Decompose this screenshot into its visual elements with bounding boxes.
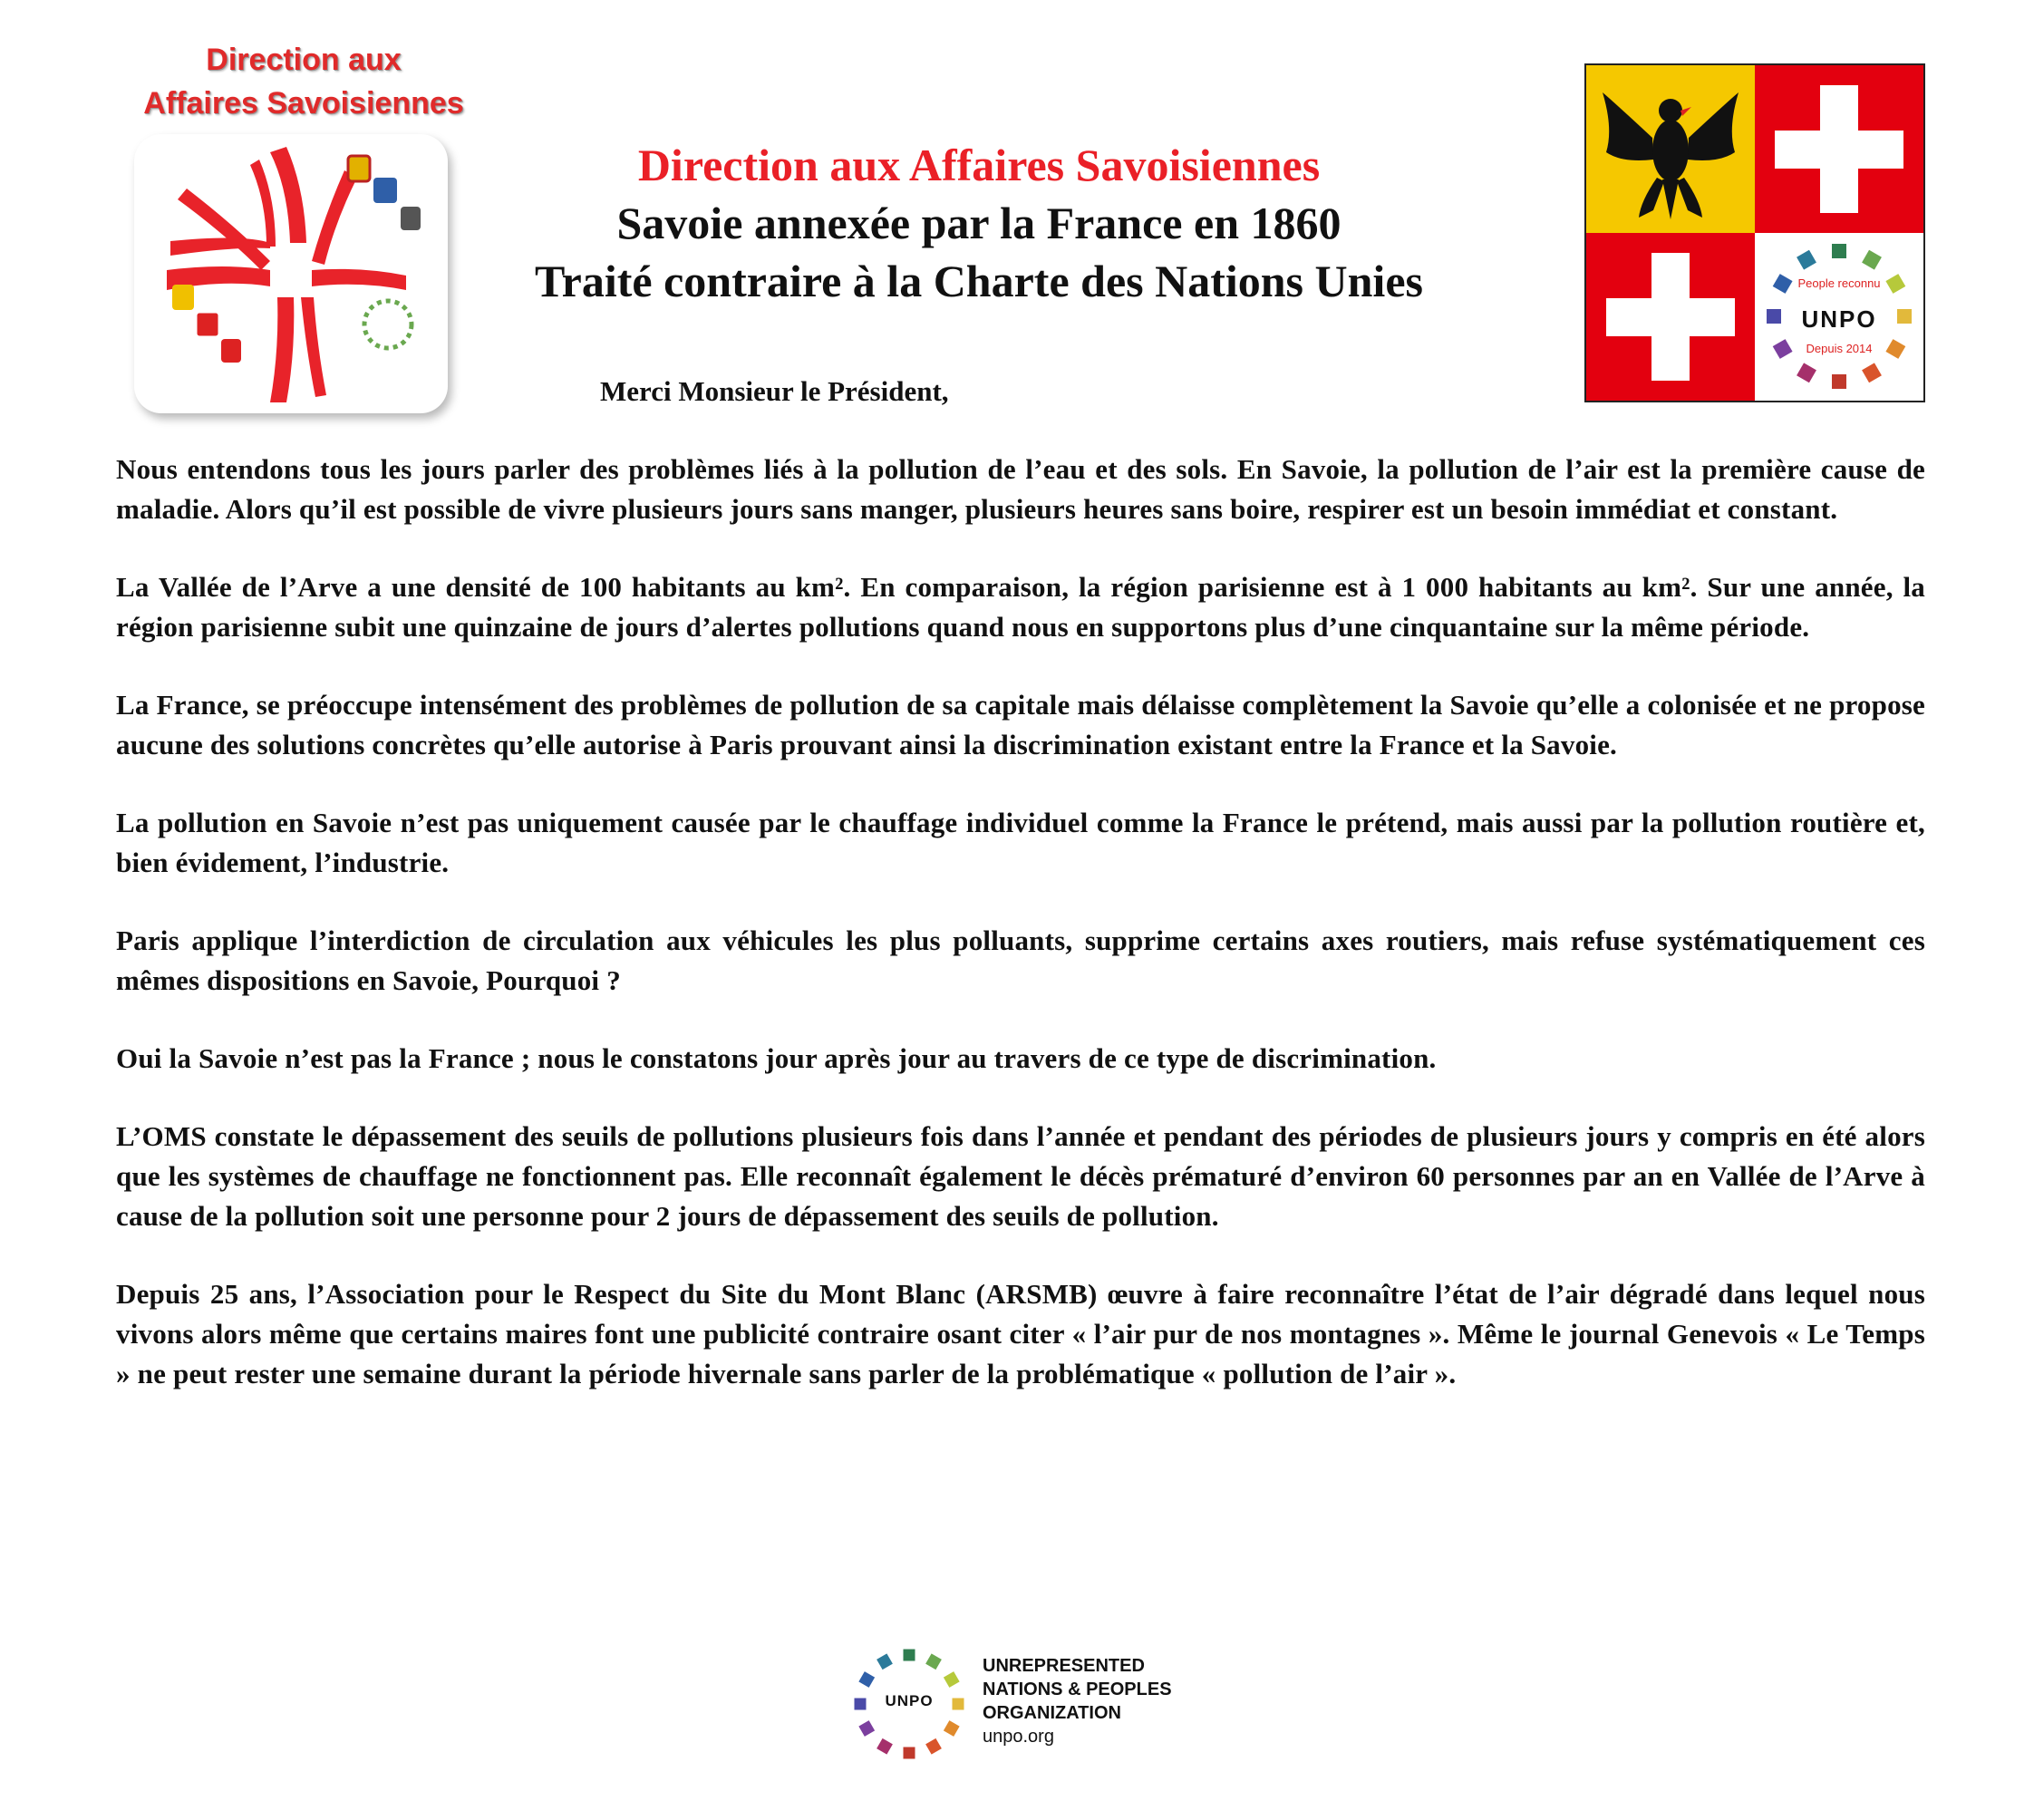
logo-caption-line2: Affaires Savoisiennes — [143, 86, 464, 121]
logo-caption — [118, 38, 489, 125]
ring-segment — [1862, 250, 1882, 270]
unpo-label: UNPO — [1801, 305, 1877, 333]
ring-segment — [1797, 363, 1816, 382]
subtitle-treaty: Traité contraire à la Charte des Nations Unies — [535, 256, 1423, 306]
eagle-quarter — [1586, 65, 1755, 233]
unpo-name-line2: NATIONS & PEOPLES — [983, 1680, 1172, 1699]
paragraph: La France, se préoccupe intensément des problèmes de pollution de sa capitale mais délaisse complètement la Savoie qu’elle a colonisée et ne propose aucune des solutions concrètes qu’elle autorise à Paris prouvant ainsi la discrimination existant entre la France et la Savoie. — [116, 689, 1925, 760]
ring-segment — [1862, 363, 1882, 382]
logo-direction-affaires-savoisiennes — [118, 38, 489, 419]
ring-segment — [944, 1720, 960, 1737]
unpo-url-link[interactable]: unpo.org — [983, 1727, 1054, 1747]
unpo-logo-label: UNPO — [885, 1692, 934, 1709]
salutation: Merci Monsieur le Président, — [600, 375, 949, 407]
page-title: Direction aux Affaires Savoisiennes — [637, 140, 1321, 190]
unpo-top-text: People reconnu — [1797, 276, 1881, 290]
ring-segment — [1832, 244, 1846, 258]
paragraph: L’OMS constate le dépassement des seuils de pollutions plusieurs fois dans l’année et pendant des périodes de plusieurs jours y compris en été alors que les systèmes de chauffage ne fonctionnent pas. Elle reconnaît également le décès prématuré d’environ 60 personnes par an en Vallée de l’Arve à cause de la pollution soit une personne pour 2 jours de dépassement des seuils de pollution. — [116, 1120, 1925, 1232]
paragraph: La pollution en Savoie n’est pas uniquement causée par le chauffage individuel comme la France le prétend, mais aussi par la pollution routière et, bien évidement, l’industrie. — [116, 807, 1925, 878]
ring-segment — [877, 1653, 893, 1670]
paragraph: Nous entendons tous les jours parler des problèmes liés à la pollution de l’eau et des sols. En Savoie, la pollution de l’air est la première cause de maladie. Alors qu’il est possible de vivre plusieurs jours sans manger, plusieurs heures sans boire, respirer est un besoin immédiat et constant. — [116, 453, 1925, 525]
paragraph: Oui la Savoie n’est pas la France ; nous le constatons jour après jour au travers de ce type de discrimination. — [116, 1042, 1437, 1074]
ring-segment — [877, 1738, 893, 1755]
ring-segment — [858, 1671, 875, 1688]
savoy-cross-emblem-icon — [134, 134, 448, 413]
ring-segment — [925, 1738, 942, 1755]
ring-segment — [858, 1720, 875, 1737]
unpo-name-line3: ORGANIZATION — [983, 1703, 1121, 1723]
savoy-flag-icon — [1584, 63, 1925, 402]
ring-segment — [904, 1747, 915, 1759]
document-body — [116, 450, 1925, 1432]
ring-segment — [1797, 250, 1816, 270]
subtitle-annexation: Savoie annexée par la France en 1860 — [616, 198, 1341, 248]
ring-segment — [1832, 374, 1846, 389]
ring-segment — [925, 1653, 942, 1670]
unpo-footer-logo — [850, 1645, 1195, 1763]
white-cross-quarter — [1755, 65, 1923, 233]
paragraph: La Vallée de l’Arve a une densité de 100 habitants au km². En comparaison, la région parisienne est à 1 000 habitants au km². Sur une année, la région parisienne subit une quinzaine de jours d’alertes pollutions quand nous en supportons plus d’une cinquantaine sur la même période. — [116, 571, 1925, 643]
ring-segment — [904, 1650, 915, 1661]
paragraph: Paris applique l’interdiction de circulation aux véhicules les plus polluants, supprime certains axes routiers, mais refuse systématiquement ces mêmes dispositions en Savoie, Pourquoi ? — [116, 925, 1925, 996]
white-cross-quarter — [1586, 233, 1755, 401]
unpo-wordmark — [983, 1654, 1172, 1748]
ring-segment — [944, 1671, 960, 1688]
logo-caption-line1: Direction aux — [206, 43, 402, 77]
unpo-ring-icon — [1755, 233, 1923, 401]
unpo-name-line1: UNREPRESENTED — [983, 1656, 1145, 1676]
paragraph: Depuis 25 ans, l’Association pour le Respect du Site du Mont Blanc (ARSMB) œuvre à faire reconnaître l’état de l’air dégradé dans lequel nous vivons alors même que certains maires font une publicité contraire osant citer « l’air pur de nos montagnes ». Même le journal Genevois « Le Temps » ne peut rester une semaine durant la période hivernale sans parler de la problématique « pollution de l’air ». — [116, 1278, 1925, 1389]
unpo-bottom-text: Depuis 2014 — [1806, 342, 1873, 355]
black-eagle-icon — [1586, 65, 1755, 233]
document-header — [471, 136, 1487, 310]
